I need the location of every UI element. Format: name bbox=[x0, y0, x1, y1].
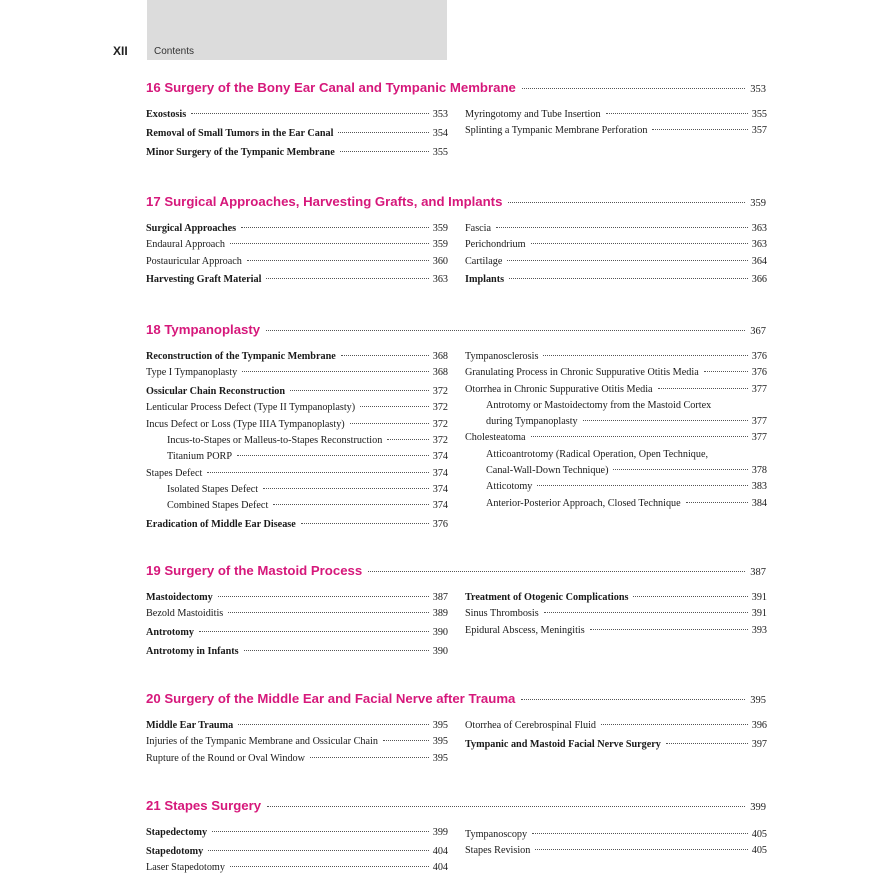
entry-page: 372 bbox=[432, 402, 448, 414]
dot-leader bbox=[290, 390, 429, 391]
entry-label: Fascia bbox=[465, 223, 492, 234]
dot-leader bbox=[686, 502, 748, 503]
entry-page: 376 bbox=[432, 518, 448, 530]
toc-entry[interactable] bbox=[146, 433, 448, 449]
dot-leader bbox=[652, 129, 747, 130]
entry-page: 366 bbox=[751, 274, 767, 286]
left-column bbox=[146, 349, 448, 533]
dot-leader bbox=[208, 850, 429, 851]
chapter-heading[interactable] bbox=[146, 691, 766, 711]
toc-entry[interactable] bbox=[465, 382, 767, 398]
chapter-heading[interactable] bbox=[146, 798, 766, 818]
entry-page: 405 bbox=[751, 829, 767, 840]
toc-entry[interactable] bbox=[465, 623, 767, 639]
entry-page: 374 bbox=[432, 500, 448, 512]
entry-page: 378 bbox=[751, 465, 767, 477]
dot-leader bbox=[543, 355, 747, 356]
toc-entry[interactable] bbox=[146, 417, 448, 433]
dot-leader bbox=[266, 278, 428, 279]
entry-label: Exostosis bbox=[146, 109, 187, 120]
toc-entry[interactable] bbox=[465, 272, 767, 288]
dot-leader bbox=[228, 612, 428, 613]
dot-leader bbox=[535, 849, 747, 850]
right-column bbox=[465, 107, 767, 140]
entry-page: 399 bbox=[432, 827, 448, 838]
toc-entry[interactable] bbox=[146, 107, 448, 123]
toc-entry[interactable] bbox=[465, 414, 767, 430]
left-column bbox=[146, 107, 448, 161]
entry-page: 377 bbox=[751, 416, 767, 428]
dot-leader bbox=[242, 371, 429, 372]
entry-label: Canal-Wall-Down Technique) bbox=[486, 465, 609, 477]
dot-leader bbox=[212, 831, 429, 832]
chapter-16 bbox=[146, 80, 766, 163]
entry-label: Surgical Approaches bbox=[146, 223, 237, 234]
toc-entry[interactable] bbox=[465, 463, 767, 479]
entry-label: Cartilage bbox=[465, 255, 503, 267]
chapter-21 bbox=[146, 798, 766, 877]
dot-leader bbox=[350, 423, 429, 424]
entry-label: Harvesting Graft Material bbox=[146, 274, 262, 286]
entry-label: Laser Stapedotomy bbox=[146, 862, 225, 874]
entry-label: Incus Defect or Loss (Type IIIA Tympanoplasty) bbox=[146, 418, 345, 430]
entry-label: Ossicular Chain Reconstruction bbox=[146, 386, 286, 398]
chapter-heading[interactable] bbox=[146, 322, 766, 342]
entry-page: 404 bbox=[432, 845, 448, 857]
toc-entry[interactable] bbox=[146, 844, 448, 860]
entry-label: Antrotomy or Mastoidectomy from the Mastoid Cortex bbox=[486, 399, 712, 411]
entry-label: Stapes Revision bbox=[465, 845, 531, 857]
entry-page: 376 bbox=[751, 351, 767, 362]
toc-entry[interactable] bbox=[146, 365, 448, 381]
chapter-title[interactable]: 18 Tympanoplasty bbox=[146, 322, 261, 337]
toc-entry[interactable] bbox=[146, 825, 448, 841]
entry-label: Tympanoscopy bbox=[465, 829, 528, 840]
entry-page: 383 bbox=[751, 481, 767, 493]
dot-leader bbox=[241, 227, 429, 228]
entry-label: Lenticular Process Defect (Type II Tympanoplasty) bbox=[146, 402, 356, 414]
right-column bbox=[465, 590, 767, 639]
dot-leader bbox=[544, 612, 748, 613]
toc-entry[interactable] bbox=[146, 126, 448, 142]
entry-label: Endaural Approach bbox=[146, 239, 225, 251]
dot-leader bbox=[704, 371, 748, 372]
dot-leader bbox=[509, 278, 748, 279]
toc-entry[interactable] bbox=[465, 398, 767, 414]
toc-entry[interactable] bbox=[146, 145, 448, 161]
dot-leader bbox=[273, 504, 428, 505]
toc-entry[interactable] bbox=[146, 466, 448, 482]
right-column bbox=[465, 349, 767, 512]
toc-entry[interactable] bbox=[465, 221, 767, 237]
dot-leader bbox=[522, 88, 745, 89]
dot-leader bbox=[531, 243, 748, 244]
dot-leader bbox=[310, 757, 429, 758]
entry-label: Injuries of the Tympanic Membrane and Ossicular Chain bbox=[146, 736, 378, 748]
chapter-page: 367 bbox=[750, 326, 766, 337]
dot-leader bbox=[338, 132, 428, 133]
chapter-17 bbox=[146, 194, 766, 291]
entry-label: Antrotomy in Infants bbox=[146, 645, 239, 657]
right-column bbox=[465, 825, 767, 860]
dot-leader bbox=[496, 227, 748, 228]
toc-entry[interactable] bbox=[465, 430, 767, 446]
chapter-18 bbox=[146, 322, 766, 539]
dot-leader bbox=[301, 523, 429, 524]
entry-label: Stapedectomy bbox=[146, 827, 208, 838]
entry-label: Eradication of Middle Ear Disease bbox=[146, 518, 296, 530]
entry-label: Minor Surgery of the Tympanic Membrane bbox=[146, 146, 335, 158]
entry-label: Treatment of Otogenic Complications bbox=[465, 592, 629, 603]
toc-entry[interactable] bbox=[146, 498, 448, 514]
chapter-19 bbox=[146, 563, 766, 660]
entry-label: Postauricular Approach bbox=[146, 255, 242, 267]
chapter-heading[interactable] bbox=[146, 563, 766, 583]
dot-leader bbox=[340, 151, 429, 152]
dot-leader bbox=[583, 420, 748, 421]
chapter-title[interactable]: 19 Surgery of the Mastoid Process bbox=[146, 563, 363, 578]
dot-leader bbox=[507, 260, 747, 261]
entry-label: Combined Stapes Defect bbox=[167, 500, 269, 512]
entry-label: Removal of Small Tumors in the Ear Canal bbox=[146, 127, 334, 139]
dot-leader bbox=[267, 806, 745, 807]
entry-label: Granulating Process in Chronic Suppurative Otitis Media bbox=[465, 367, 699, 379]
entry-label: Otorrhea of Cerebrospinal Fluid bbox=[465, 720, 596, 731]
toc-entry[interactable] bbox=[465, 843, 767, 859]
entry-label: Splinting a Tympanic Membrane Perforation bbox=[465, 125, 648, 137]
dot-leader bbox=[606, 113, 748, 114]
entry-label: Tympanic and Mastoid Facial Nerve Surgery bbox=[465, 738, 661, 750]
entry-label: Cholesteatoma bbox=[465, 432, 526, 444]
entry-page: 396 bbox=[751, 720, 767, 731]
entry-page: 395 bbox=[432, 736, 448, 748]
chapter-title[interactable]: 16 Surgery of the Bony Ear Canal and Tympanic Membrane bbox=[146, 80, 516, 95]
entry-page: 359 bbox=[432, 223, 448, 234]
entry-page: 355 bbox=[432, 146, 448, 158]
left-column bbox=[146, 221, 448, 289]
toc-entry[interactable] bbox=[146, 718, 448, 734]
dot-leader bbox=[383, 740, 429, 741]
toc-entry[interactable] bbox=[465, 123, 767, 139]
toc-entry[interactable] bbox=[146, 449, 448, 465]
entry-label: Isolated Stapes Defect bbox=[167, 483, 259, 495]
dot-leader bbox=[199, 631, 429, 632]
chapter-page: 395 bbox=[750, 695, 766, 706]
dot-leader bbox=[218, 596, 429, 597]
toc-entry[interactable] bbox=[146, 221, 448, 237]
entry-page: 384 bbox=[751, 497, 767, 509]
toc-entry[interactable] bbox=[146, 400, 448, 416]
toc-entry[interactable] bbox=[146, 254, 448, 270]
entry-label: Stapes Defect bbox=[146, 467, 203, 479]
entry-page: 372 bbox=[432, 386, 448, 398]
entry-page: 377 bbox=[751, 383, 767, 395]
page-number: XII bbox=[113, 44, 128, 58]
chapter-page: 353 bbox=[750, 84, 766, 95]
dot-leader bbox=[521, 699, 745, 700]
dot-leader bbox=[230, 243, 429, 244]
dot-leader bbox=[508, 202, 745, 203]
dot-leader bbox=[387, 439, 428, 440]
toc-entry[interactable] bbox=[146, 517, 448, 533]
entry-page: 354 bbox=[432, 127, 448, 139]
entry-page: 359 bbox=[432, 239, 448, 251]
dot-leader bbox=[191, 113, 429, 114]
entry-page: 377 bbox=[751, 432, 767, 444]
toc-entry[interactable] bbox=[465, 827, 767, 843]
entry-page: 374 bbox=[432, 467, 448, 479]
toc-entry[interactable] bbox=[465, 718, 767, 734]
entry-label: Tympanosclerosis bbox=[465, 351, 539, 362]
toc-entry[interactable] bbox=[465, 254, 767, 270]
toc-entry[interactable] bbox=[146, 606, 448, 622]
entry-label: Epidural Abscess, Meningitis bbox=[465, 624, 585, 636]
toc-entry[interactable] bbox=[465, 237, 767, 253]
entry-page: 397 bbox=[751, 738, 767, 750]
chapter-20 bbox=[146, 691, 766, 770]
toc-entry[interactable] bbox=[146, 272, 448, 288]
dot-leader bbox=[613, 469, 747, 470]
entry-page: 368 bbox=[432, 367, 448, 379]
dot-leader bbox=[341, 355, 429, 356]
right-column bbox=[465, 221, 767, 289]
toc-entry[interactable] bbox=[465, 590, 767, 606]
entry-page: 393 bbox=[751, 624, 767, 636]
entry-page: 389 bbox=[432, 608, 448, 620]
entry-page: 391 bbox=[751, 608, 767, 620]
entry-page: 368 bbox=[432, 351, 448, 362]
entry-page: 363 bbox=[751, 223, 767, 234]
entry-label: Titanium PORP bbox=[167, 451, 233, 463]
entry-label: Atticotomy bbox=[486, 481, 533, 493]
dot-leader bbox=[368, 571, 745, 572]
left-column bbox=[146, 590, 448, 660]
dot-leader bbox=[601, 724, 748, 725]
toc-entry[interactable] bbox=[146, 590, 448, 606]
entry-label: Mastoidectomy bbox=[146, 592, 213, 603]
entry-page: 404 bbox=[432, 862, 448, 874]
entry-page: 372 bbox=[432, 418, 448, 430]
dot-leader bbox=[238, 724, 429, 725]
entry-label: Type I Tympanoplasty bbox=[146, 367, 238, 379]
dot-leader bbox=[244, 650, 429, 651]
entry-label: Otorrhea in Chronic Suppurative Otitis Media bbox=[465, 383, 653, 395]
entry-label: Anterior-Posterior Approach, Closed Technique bbox=[486, 497, 681, 509]
entry-page: 387 bbox=[432, 592, 448, 603]
entry-page: 376 bbox=[751, 367, 767, 379]
entry-label: Perichondrium bbox=[465, 239, 526, 251]
dot-leader bbox=[532, 833, 748, 834]
toc-entry[interactable] bbox=[146, 384, 448, 400]
dot-leader bbox=[237, 455, 429, 456]
toc-entry[interactable] bbox=[465, 447, 767, 463]
toc-entry[interactable] bbox=[146, 751, 448, 767]
dot-leader bbox=[531, 436, 748, 437]
chapter-page: 387 bbox=[750, 567, 766, 578]
entry-label: Antrotomy bbox=[146, 627, 194, 639]
chapter-title[interactable]: 21 Stapes Surgery bbox=[146, 798, 262, 813]
entry-page: 390 bbox=[432, 627, 448, 639]
dot-leader bbox=[263, 488, 429, 489]
toc-entry[interactable] bbox=[465, 606, 767, 622]
entry-label: Sinus Thrombosis bbox=[465, 608, 539, 620]
dot-leader bbox=[537, 485, 747, 486]
right-column bbox=[465, 718, 767, 753]
dot-leader bbox=[247, 260, 429, 261]
entry-page: 363 bbox=[432, 274, 448, 286]
entry-page: 405 bbox=[751, 845, 767, 857]
entry-page: 355 bbox=[751, 109, 767, 120]
entry-page: 374 bbox=[432, 483, 448, 495]
dot-leader bbox=[230, 866, 429, 867]
entry-page: 372 bbox=[432, 434, 448, 446]
chapter-page: 399 bbox=[750, 802, 766, 813]
toc-entry[interactable] bbox=[146, 625, 448, 641]
dot-leader bbox=[207, 472, 428, 473]
chapter-title[interactable]: 20 Surgery of the Middle Ear and Facial Nerve after Trauma bbox=[146, 691, 516, 706]
entry-page: 357 bbox=[751, 125, 767, 137]
chapter-title[interactable]: 17 Surgical Approaches, Harvesting Grafts, and Implants bbox=[146, 194, 503, 209]
entry-page: 390 bbox=[432, 645, 448, 657]
toc-entry[interactable] bbox=[146, 734, 448, 750]
toc-entry[interactable] bbox=[465, 737, 767, 753]
entry-page: 374 bbox=[432, 451, 448, 463]
toc-entry[interactable] bbox=[465, 107, 767, 123]
toc-entry[interactable] bbox=[146, 237, 448, 253]
entry-label: Incus-to-Stapes or Malleus-to-Stapes Reconstruction bbox=[167, 434, 383, 446]
left-column bbox=[146, 825, 448, 876]
chapter-heading[interactable] bbox=[146, 80, 766, 100]
entry-label: Implants bbox=[465, 274, 505, 286]
entry-page: 395 bbox=[432, 720, 448, 731]
entry-page: 364 bbox=[751, 255, 767, 267]
entry-label: Middle Ear Trauma bbox=[146, 720, 234, 731]
toc-entry[interactable] bbox=[465, 365, 767, 381]
toc-entry[interactable] bbox=[146, 482, 448, 498]
toc-entry[interactable] bbox=[465, 479, 767, 495]
entry-label: Stapedotomy bbox=[146, 845, 204, 857]
dot-leader bbox=[658, 388, 748, 389]
dot-leader bbox=[666, 743, 748, 744]
dot-leader bbox=[266, 330, 745, 331]
entry-page: 360 bbox=[432, 255, 448, 267]
entry-page: 363 bbox=[751, 239, 767, 251]
toc-entry[interactable] bbox=[465, 349, 767, 365]
entry-label: during Tympanoplasty bbox=[486, 416, 578, 428]
dot-leader bbox=[590, 629, 748, 630]
toc-entry[interactable] bbox=[465, 496, 767, 512]
toc-entry[interactable] bbox=[146, 349, 448, 365]
entry-page: 391 bbox=[751, 592, 767, 603]
entry-label: Bezold Mastoiditis bbox=[146, 608, 224, 620]
entry-label: Myringotomy and Tube Insertion bbox=[465, 109, 601, 120]
chapter-page: 359 bbox=[750, 198, 766, 209]
dot-leader bbox=[360, 406, 429, 407]
toc-entry[interactable] bbox=[146, 644, 448, 660]
entry-page: 395 bbox=[432, 752, 448, 764]
entry-label: Atticoantrotomy (Radical Operation, Open Technique, bbox=[486, 448, 709, 460]
running-header: Contents bbox=[154, 46, 195, 57]
entry-label: Rupture of the Round or Oval Window bbox=[146, 752, 305, 764]
entry-label: Reconstruction of the Tympanic Membrane bbox=[146, 351, 336, 362]
left-column bbox=[146, 718, 448, 767]
chapter-heading[interactable] bbox=[146, 194, 766, 214]
entry-page: 353 bbox=[432, 109, 448, 120]
toc-entry[interactable] bbox=[146, 860, 448, 876]
dot-leader bbox=[633, 596, 747, 597]
